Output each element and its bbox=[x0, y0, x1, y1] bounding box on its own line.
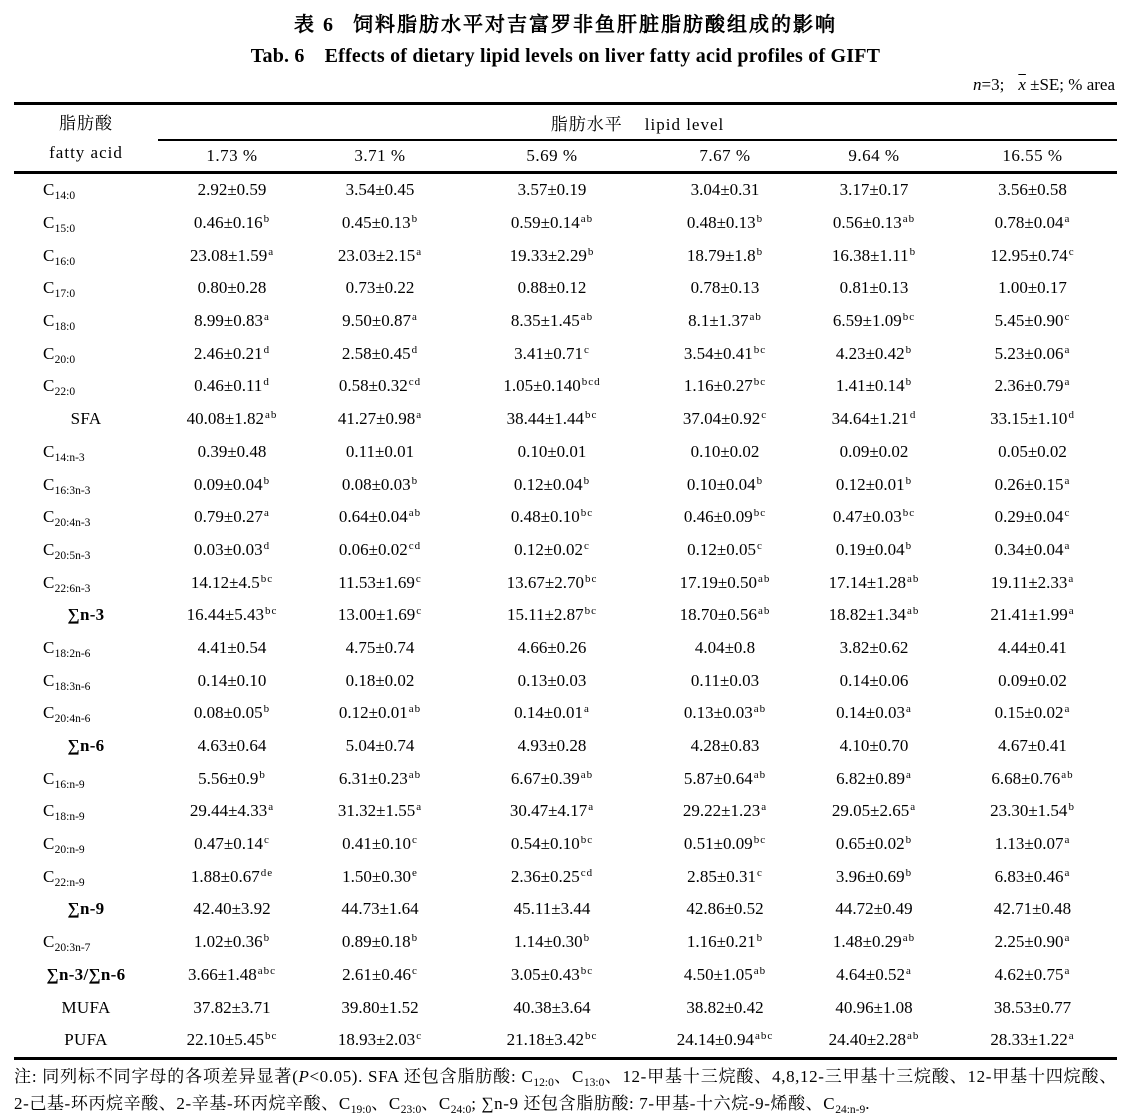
data-cell: 15.11±2.87$^{bc}$ bbox=[506, 605, 598, 625]
table-row bbox=[14, 893, 1117, 926]
row-label: $C_{16:0}$ bbox=[43, 245, 76, 268]
data-cell: 0.46±0.09$^{bc}$ bbox=[683, 507, 767, 527]
data-cell: 0.89±0.18$^b$ bbox=[341, 932, 419, 952]
table-row bbox=[14, 239, 1117, 272]
table-header bbox=[14, 104, 1117, 173]
data-cell: 3.41±0.71$^c$ bbox=[514, 343, 590, 363]
data-cell: 0.14±0.01$^a$ bbox=[514, 703, 590, 723]
data-cell: 8.1±1.37$^{ab}$ bbox=[688, 311, 762, 331]
table-row bbox=[14, 207, 1117, 240]
data-cell: 13.00±1.69$^c$ bbox=[337, 605, 423, 625]
data-cell: 4.93±0.28 bbox=[517, 736, 587, 756]
data-cell: 3.82±0.62 bbox=[839, 637, 909, 657]
data-cell: 0.47±0.14$^c$ bbox=[194, 834, 270, 854]
data-cell: 40.38±3.64 bbox=[513, 997, 591, 1017]
table-row bbox=[14, 534, 1117, 567]
data-cell: 2.85±0.31$^c$ bbox=[687, 866, 763, 886]
data-cell: 4.04±0.8 bbox=[694, 637, 756, 657]
table-row bbox=[14, 697, 1117, 730]
table-title-zh-text: 饲料脂肪水平对吉富罗非鱼肝脏脂肪酸组成的影响 bbox=[353, 14, 837, 36]
data-cell: 2.36±0.79$^a$ bbox=[994, 376, 1071, 396]
data-cell: 16.44±5.43$^{bc}$ bbox=[186, 605, 278, 625]
row-label: $C_{14:0}$ bbox=[43, 180, 76, 203]
column-header-level-2: 3.71 % bbox=[306, 140, 454, 173]
data-cell: 0.39±0.48 bbox=[197, 441, 267, 461]
data-cell: 5.56±0.9$^b$ bbox=[198, 768, 266, 788]
data-cell: 0.11±0.03 bbox=[690, 670, 760, 690]
data-cell: 0.78±0.13 bbox=[690, 278, 760, 298]
data-cell: 4.75±0.74 bbox=[345, 637, 415, 657]
data-cell: 0.65±0.02$^b$ bbox=[835, 834, 913, 854]
data-cell: 6.82±0.89$^a$ bbox=[836, 768, 912, 788]
data-cell: 33.15±1.10$^d$ bbox=[990, 409, 1075, 429]
table-number-en: Tab. 6 bbox=[250, 45, 305, 67]
data-cell: 18.70±0.56$^{ab}$ bbox=[679, 605, 771, 625]
row-label: $C_{14:n-3}$ bbox=[43, 441, 85, 464]
row-label: $C_{22:6n-3}$ bbox=[43, 572, 91, 595]
row-label: $C_{20:4n-6}$ bbox=[43, 703, 91, 726]
data-cell: 8.35±1.45$^{ab}$ bbox=[510, 311, 594, 331]
row-label: $C_{22:0}$ bbox=[43, 376, 76, 399]
column-group-lipid-level bbox=[158, 104, 1117, 141]
data-cell: 40.08±1.82$^{ab}$ bbox=[186, 409, 278, 429]
data-cell: 0.09±0.04$^b$ bbox=[193, 474, 271, 494]
data-cell: 6.59±1.09$^{bc}$ bbox=[832, 311, 916, 331]
data-cell: 13.67±2.70$^{bc}$ bbox=[506, 572, 598, 592]
data-cell: 21.18±3.42$^{bc}$ bbox=[454, 1024, 650, 1058]
data-cell: 11.53±1.69$^c$ bbox=[338, 572, 422, 592]
data-cell: 29.22±1.23$^a$ bbox=[682, 801, 768, 821]
data-cell: 5.23±0.06$^a$ bbox=[994, 343, 1071, 363]
row-label: ∑n-3 bbox=[67, 605, 105, 625]
data-cell: 45.11±3.44 bbox=[513, 899, 591, 919]
data-cell: 34.64±1.21$^d$ bbox=[831, 409, 917, 429]
data-cell: 6.68±0.76$^{ab}$ bbox=[991, 768, 1074, 788]
data-cell: 2.92±0.59 bbox=[197, 180, 267, 200]
data-cell: 1.14±0.30$^b$ bbox=[513, 932, 591, 952]
data-cell: 0.19±0.04$^b$ bbox=[835, 539, 913, 559]
data-cell: 0.12±0.01$^b$ bbox=[835, 474, 913, 494]
data-cell: 0.10±0.01 bbox=[517, 441, 587, 461]
data-cell: 31.32±1.55$^a$ bbox=[337, 801, 423, 821]
data-cell: 4.28±0.83 bbox=[690, 736, 760, 756]
data-cell: 18.93±2.03$^c$ bbox=[306, 1024, 454, 1058]
data-cell: 4.67±0.41 bbox=[998, 736, 1067, 756]
data-cell: 0.46±0.16$^b$ bbox=[193, 213, 271, 233]
data-cell: 0.41±0.10$^c$ bbox=[342, 834, 418, 854]
data-cell: 0.10±0.04$^b$ bbox=[686, 474, 764, 494]
data-cell: 0.34±0.04$^a$ bbox=[994, 539, 1071, 559]
data-cell: 24.40±2.28$^{ab}$ bbox=[800, 1024, 948, 1058]
table-row bbox=[14, 828, 1117, 861]
lipid-level-label-en: lipid level bbox=[644, 114, 725, 134]
table-title-en bbox=[14, 43, 1117, 69]
row-label: SFA bbox=[70, 409, 102, 429]
row-label: $C_{20:0}$ bbox=[43, 343, 76, 366]
data-cell: 1.05±0.140$^{bcd}$ bbox=[503, 376, 601, 396]
n-value: =3; bbox=[981, 75, 1005, 94]
data-cell: 19.11±2.33$^a$ bbox=[990, 572, 1075, 592]
data-cell: 2.36±0.25$^{cd}$ bbox=[510, 866, 594, 886]
data-cell: 0.14±0.03$^a$ bbox=[836, 703, 912, 723]
column-header-level-6: 16.55 % bbox=[948, 140, 1117, 173]
data-cell: 30.47±4.17$^a$ bbox=[509, 801, 595, 821]
data-cell: 23.03±2.15$^a$ bbox=[337, 245, 423, 265]
row-label: PUFA bbox=[14, 1024, 158, 1058]
data-cell: 1.00±0.17 bbox=[998, 278, 1067, 298]
data-cell: 1.48±0.29$^{ab}$ bbox=[832, 932, 916, 952]
table-row bbox=[14, 305, 1117, 338]
data-cell: 40.96±1.08 bbox=[835, 997, 913, 1017]
data-cell: 3.54±0.45 bbox=[345, 180, 415, 200]
data-cell: 4.50±1.05$^{ab}$ bbox=[683, 964, 767, 984]
data-cell: 1.16±0.21$^b$ bbox=[686, 932, 764, 952]
fatty-acid-label-en: fatty acid bbox=[49, 143, 123, 162]
table-row bbox=[14, 272, 1117, 305]
data-cell: 0.51±0.09$^{bc}$ bbox=[683, 834, 767, 854]
data-cell: 22.10±5.45$^{bc}$ bbox=[158, 1024, 306, 1058]
data-cell: 2.58±0.45$^d$ bbox=[341, 343, 419, 363]
stats-note bbox=[14, 74, 1117, 96]
data-cell: 29.05±2.65$^a$ bbox=[831, 801, 917, 821]
data-cell: 0.13±0.03 bbox=[517, 670, 587, 690]
data-cell: 1.13±0.07$^a$ bbox=[994, 834, 1071, 854]
row-label: $C_{20:5n-3}$ bbox=[43, 539, 91, 562]
table-row bbox=[14, 991, 1117, 1024]
data-cell: 0.64±0.04$^{ab}$ bbox=[338, 507, 422, 527]
row-label: $C_{17:0}$ bbox=[43, 278, 76, 301]
data-cell: 0.29±0.04$^c$ bbox=[994, 507, 1071, 527]
data-cell: 0.11±0.01 bbox=[345, 441, 415, 461]
row-label: $C_{18:2n-6}$ bbox=[43, 637, 91, 660]
data-cell: 3.05±0.43$^{bc}$ bbox=[510, 964, 594, 984]
data-cell: 0.13±0.03$^{ab}$ bbox=[683, 703, 767, 723]
table-row bbox=[14, 599, 1117, 632]
data-cell: 0.10±0.02 bbox=[690, 441, 760, 461]
n-symbol: n bbox=[973, 75, 982, 94]
data-cell: 38.82±0.42 bbox=[686, 997, 764, 1017]
data-cell: 0.26±0.15$^a$ bbox=[994, 474, 1071, 494]
data-cell: 0.54±0.10$^{bc}$ bbox=[510, 834, 594, 854]
data-cell: 0.08±0.03$^b$ bbox=[341, 474, 419, 494]
data-cell: 9.50±0.87$^a$ bbox=[342, 311, 418, 331]
data-cell: 23.30±1.54$^b$ bbox=[990, 801, 1075, 821]
data-cell: 0.88±0.12 bbox=[517, 278, 587, 298]
table-row bbox=[14, 468, 1117, 501]
table-title-zh bbox=[14, 12, 1117, 38]
table-row bbox=[14, 566, 1117, 599]
data-cell: 0.05±0.02 bbox=[998, 441, 1067, 461]
data-cell: 6.31±0.23$^{ab}$ bbox=[338, 768, 422, 788]
data-cell: 0.15±0.02$^a$ bbox=[994, 703, 1071, 723]
data-cell: 0.09±0.02 bbox=[839, 441, 909, 461]
table-title-en-text: Effects of dietary lipid levels on liver fatty acid profiles of GIFT bbox=[324, 45, 881, 67]
data-cell: 0.08±0.05$^b$ bbox=[193, 703, 271, 723]
data-cell: 16.38±1.11$^b$ bbox=[831, 245, 917, 265]
data-cell: 23.08±1.59$^a$ bbox=[189, 245, 275, 265]
table-row bbox=[14, 173, 1117, 207]
table-row bbox=[14, 926, 1117, 959]
row-label: $C_{20:4n-3}$ bbox=[43, 507, 91, 530]
table-body bbox=[14, 173, 1117, 1059]
column-header-level-1: 1.73 % bbox=[158, 140, 306, 173]
data-cell: 3.54±0.41$^{bc}$ bbox=[683, 343, 767, 363]
data-cell: 0.80±0.28 bbox=[197, 278, 267, 298]
data-cell: 4.44±0.41 bbox=[998, 637, 1067, 657]
data-cell: 12.95±0.74$^c$ bbox=[990, 245, 1075, 265]
data-cell: 0.14±0.10 bbox=[197, 670, 267, 690]
data-cell: 4.66±0.26 bbox=[517, 637, 587, 657]
data-cell: 2.61±0.46$^c$ bbox=[342, 964, 418, 984]
fatty-acid-table bbox=[14, 102, 1117, 1060]
table-footnote: 注: 同列标不同字母的各项差异显著(P<0.05). SFA 还包含脂肪酸: $C_{12:0}$、$C_{13:0}$、12-甲基十三烷酸、4,8,12-三甲基十三烷酸、12-甲基十四烷酸、2-己基-环丙烷辛酸、2-辛基-环丙烷辛酸、$C_{19:0}$、$C_{23:0}$、$C_{24:0}$; ∑n-9 还包含脂肪酸: 7-甲基-十六烷-9-烯酸、$C_{24:n-9}$. bbox=[14, 1066, 1117, 1116]
data-cell: 38.44±1.44$^{bc}$ bbox=[506, 409, 598, 429]
data-cell: 1.88±0.67de bbox=[190, 866, 274, 886]
table-row bbox=[14, 436, 1117, 469]
data-cell: 0.09±0.02 bbox=[998, 670, 1067, 690]
row-label: $C_{20:n-9}$ bbox=[43, 834, 85, 857]
row-label: $C_{16:3n-3}$ bbox=[43, 474, 91, 497]
table-row bbox=[14, 762, 1117, 795]
data-cell: 42.40±3.92 bbox=[193, 899, 271, 919]
row-label: $C_{15:0}$ bbox=[43, 213, 76, 236]
table-row bbox=[14, 795, 1117, 828]
data-cell: 0.18±0.02 bbox=[345, 670, 415, 690]
data-cell: 4.41±0.54 bbox=[197, 637, 267, 657]
row-label: ∑n-3/∑n-6 bbox=[46, 964, 126, 984]
data-cell: 5.04±0.74 bbox=[345, 736, 415, 756]
data-cell: 0.59±0.14$^{ab}$ bbox=[510, 213, 594, 233]
data-cell: 37.82±3.71 bbox=[193, 997, 271, 1017]
data-cell: 3.56±0.58 bbox=[998, 180, 1067, 200]
column-header-level-5: 9.64 % bbox=[800, 140, 948, 173]
table-row bbox=[14, 370, 1117, 403]
column-header-level-3: 5.69 % bbox=[454, 140, 650, 173]
table-row bbox=[14, 1024, 1117, 1058]
data-cell: 8.99±0.83$^a$ bbox=[194, 311, 270, 331]
row-label: ∑n-9 bbox=[67, 899, 105, 919]
mean-symbol: $\overline{x}$ bbox=[1018, 75, 1026, 94]
column-header-fatty-acid bbox=[14, 104, 158, 173]
data-cell: 1.16±0.27$^{bc}$ bbox=[683, 376, 767, 396]
data-cell: 42.71±0.48 bbox=[993, 899, 1072, 919]
data-cell: 1.41±0.14$^b$ bbox=[835, 376, 913, 396]
row-label: $C_{16:n-9}$ bbox=[43, 768, 85, 791]
lipid-level-label-zh: 脂肪水平 bbox=[550, 114, 623, 134]
data-cell: 3.04±0.31 bbox=[690, 180, 760, 200]
data-cell: 28.33±1.22$^a$ bbox=[948, 1024, 1117, 1058]
data-cell: 0.47±0.03$^{bc}$ bbox=[832, 507, 916, 527]
table-row bbox=[14, 664, 1117, 697]
data-cell: 4.10±0.70 bbox=[839, 736, 909, 756]
data-cell: 44.73±1.64 bbox=[341, 899, 419, 919]
data-cell: 39.80±1.52 bbox=[341, 997, 419, 1017]
row-label: $C_{18:3n-6}$ bbox=[43, 670, 91, 693]
data-cell: 21.41±1.99$^a$ bbox=[990, 605, 1075, 625]
data-cell: 0.14±0.06 bbox=[839, 670, 909, 690]
data-cell: 44.72±0.49 bbox=[835, 899, 913, 919]
row-label: MUFA bbox=[61, 997, 111, 1017]
data-cell: 38.53±0.77 bbox=[993, 997, 1072, 1017]
table-row bbox=[14, 860, 1117, 893]
data-cell: 0.06±0.02$^{cd}$ bbox=[338, 539, 422, 559]
row-label: ∑n-6 bbox=[67, 736, 105, 756]
data-cell: 2.25±0.90$^a$ bbox=[994, 932, 1071, 952]
data-cell: 24.14±0.94$^{abc}$ bbox=[650, 1024, 800, 1058]
data-cell: 2.46±0.21$^d$ bbox=[193, 343, 271, 363]
data-cell: 6.67±0.39$^{ab}$ bbox=[510, 768, 594, 788]
data-cell: 0.45±0.13$^b$ bbox=[341, 213, 419, 233]
level-header-row bbox=[14, 140, 1117, 173]
table-row bbox=[14, 501, 1117, 534]
data-cell: 4.63±0.64 bbox=[197, 736, 267, 756]
column-header-level-4: 7.67 % bbox=[650, 140, 800, 173]
data-cell: 29.44±4.33$^a$ bbox=[189, 801, 275, 821]
data-cell: 1.50±0.30$^e$ bbox=[342, 866, 418, 886]
table-row bbox=[14, 403, 1117, 436]
table-row bbox=[14, 337, 1117, 370]
data-cell: 0.03±0.03$^d$ bbox=[193, 539, 271, 559]
table-row bbox=[14, 730, 1117, 763]
data-cell: 0.78±0.04$^a$ bbox=[994, 213, 1071, 233]
data-cell: 3.66±1.48$^{abc}$ bbox=[187, 964, 277, 984]
data-cell: 4.64±0.52$^a$ bbox=[836, 964, 912, 984]
data-cell: 19.33±2.29$^b$ bbox=[509, 245, 595, 265]
data-cell: 3.96±0.69$^b$ bbox=[835, 866, 913, 886]
data-cell: 0.73±0.22 bbox=[345, 278, 415, 298]
row-label: $C_{18:0}$ bbox=[43, 311, 76, 334]
data-cell: 0.56±0.13$^{ab}$ bbox=[832, 213, 916, 233]
data-cell: 0.48±0.13$^b$ bbox=[686, 213, 764, 233]
data-cell: 14.12±4.5$^{bc}$ bbox=[190, 572, 274, 592]
table-row bbox=[14, 632, 1117, 665]
data-cell: 0.12±0.04$^b$ bbox=[513, 474, 591, 494]
table-row bbox=[14, 959, 1117, 992]
data-cell: 17.14±1.28$^{ab}$ bbox=[828, 572, 920, 592]
fatty-acid-label-zh: 脂肪酸 bbox=[59, 114, 113, 133]
data-cell: 0.46±0.11$^d$ bbox=[194, 376, 270, 396]
data-cell: 0.81±0.13 bbox=[839, 278, 909, 298]
data-cell: 3.57±0.19 bbox=[517, 180, 587, 200]
data-cell: 6.83±0.46$^a$ bbox=[994, 866, 1071, 886]
data-cell: 0.48±0.10$^{bc}$ bbox=[510, 507, 594, 527]
data-cell: 41.27±0.98$^a$ bbox=[337, 409, 423, 429]
data-cell: 4.62±0.75$^a$ bbox=[994, 964, 1071, 984]
data-cell: 5.45±0.90$^c$ bbox=[994, 311, 1071, 331]
data-cell: 0.79±0.27$^a$ bbox=[194, 507, 270, 527]
data-cell: 18.82±1.34$^{ab}$ bbox=[828, 605, 920, 625]
row-label: $C_{20:3n-7}$ bbox=[43, 932, 91, 955]
row-label: $C_{22:n-9}$ bbox=[43, 866, 85, 889]
data-cell: 0.12±0.05$^c$ bbox=[687, 539, 763, 559]
data-cell: 37.04±0.92$^c$ bbox=[682, 409, 768, 429]
data-cell: 0.12±0.02$^c$ bbox=[514, 539, 590, 559]
data-cell: 18.79±1.8$^b$ bbox=[686, 245, 764, 265]
table-number-zh: 表 6 bbox=[294, 14, 335, 36]
data-cell: 0.12±0.01$^{ab}$ bbox=[338, 703, 422, 723]
data-cell: 4.23±0.42$^b$ bbox=[835, 343, 913, 363]
data-cell: 17.19±0.50$^{ab}$ bbox=[679, 572, 771, 592]
data-cell: 5.87±0.64$^{ab}$ bbox=[683, 768, 767, 788]
se-area-label: ±SE; % area bbox=[1030, 75, 1115, 94]
data-cell: 3.17±0.17 bbox=[839, 180, 909, 200]
data-cell: 42.86±0.52 bbox=[686, 899, 764, 919]
data-cell: 0.58±0.32$^{cd}$ bbox=[338, 376, 422, 396]
data-cell: 1.02±0.36$^b$ bbox=[193, 932, 271, 952]
group-header-row bbox=[14, 104, 1117, 141]
row-label: $C_{18:n-9}$ bbox=[43, 801, 85, 824]
